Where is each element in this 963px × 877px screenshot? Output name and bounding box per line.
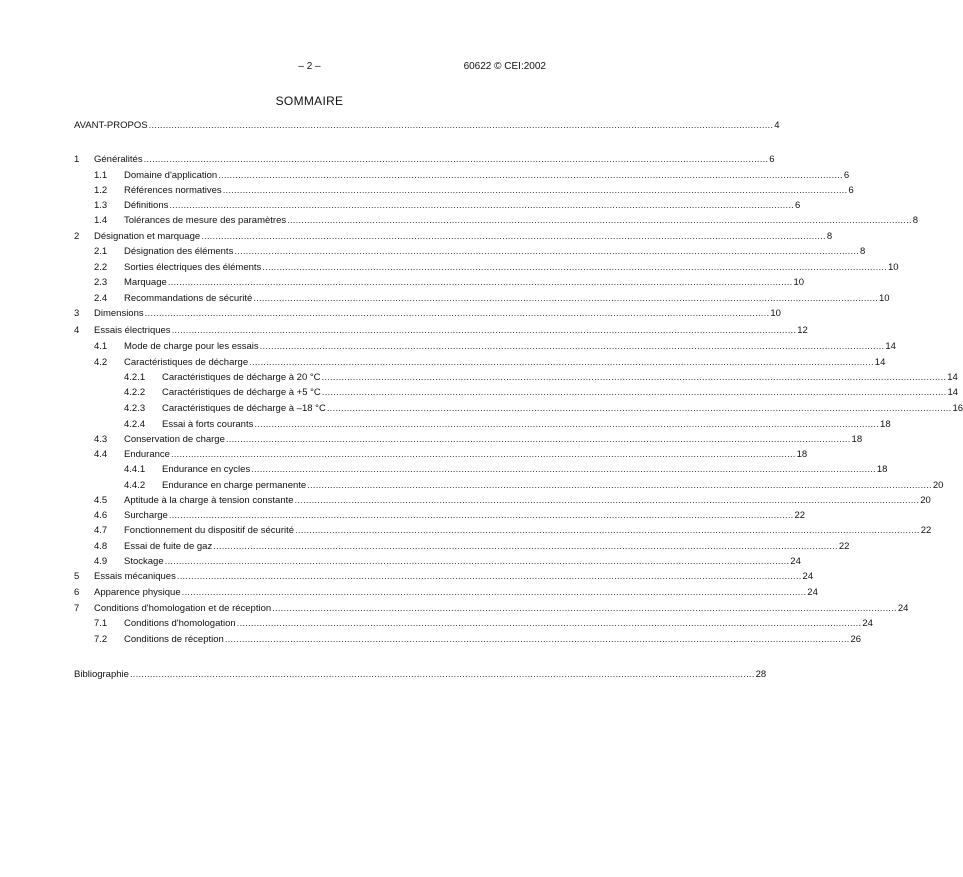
dot-leader: ............................................................................................................................................................................................................................ [129, 669, 755, 680]
toc-entry-number: 4.1 [94, 341, 108, 352]
toc-entry-number: 7.1 [94, 618, 108, 629]
toc-entry-page: 6 [795, 200, 801, 211]
toc-entry-page: 10 [793, 277, 805, 288]
dot-leader: ............................................................................................................................................................................................................................ [213, 541, 838, 552]
toc-entry-title: Domaine d'application [124, 170, 218, 181]
toc-entry-title: Sorties électriques des éléments [124, 262, 262, 273]
toc-entry-page: 10 [879, 293, 890, 304]
toc-entry-title: Essai de fuite de gaz [124, 541, 213, 552]
dot-leader: ............................................................................................................................................................................................................................ [259, 341, 885, 352]
toc-entry[interactable] [74, 602, 909, 615]
toc-entry-number: 4.2.3 [124, 403, 146, 414]
toc-entry-page: 14 [874, 357, 886, 368]
dot-leader: ............................................................................................................................................................................................................................ [201, 231, 826, 242]
toc-entry-title: Caractéristiques de décharge à 20 °C [162, 372, 321, 383]
toc-entry-number: 6 [74, 587, 80, 598]
toc-entry-number: 2.3 [94, 277, 108, 288]
toc-entry[interactable] [74, 479, 944, 492]
toc-entry[interactable] [74, 324, 808, 337]
toc-entry[interactable] [74, 356, 886, 369]
toc-entry-number: 4.2.4 [124, 419, 146, 430]
toc-entry-page: 10 [770, 308, 781, 319]
toc-entry[interactable] [74, 524, 932, 537]
toc-entry-number: 4.2 [94, 357, 108, 368]
page-number: – 2 – [298, 61, 321, 72]
toc-entry-number: 1.3 [94, 200, 108, 211]
toc-entry[interactable] [74, 276, 805, 289]
toc-entry-title: Essais électriques [94, 325, 171, 336]
toc-entry-title: Caractéristiques de décharge [124, 357, 249, 368]
toc-entry-title: Caractéristiques de décharge à +5 °C [162, 387, 321, 398]
dot-leader: ............................................................................................................................................................................................................................ [262, 262, 887, 273]
toc-entry[interactable] [74, 555, 801, 568]
toc-entry[interactable] [74, 570, 814, 583]
toc-entry[interactable] [74, 433, 863, 446]
toc-entry[interactable] [74, 119, 780, 132]
dot-leader: ............................................................................................................................................................................................................................ [287, 215, 912, 226]
dot-leader: ............................................................................................................................................................................................................................ [253, 293, 878, 304]
toc-entry[interactable] [74, 386, 959, 399]
toc-entry-number: 1.2 [94, 185, 108, 196]
dot-leader: ............................................................................................................................................................................................................................ [236, 618, 862, 629]
toc-entry-number: 4.4.2 [124, 480, 146, 491]
dot-leader: ............................................................................................................................................................................................................................ [171, 325, 797, 336]
toc-entry-title: Stockage [124, 556, 164, 567]
toc-entry[interactable] [74, 633, 862, 646]
toc-entry[interactable] [74, 586, 818, 599]
dot-leader: ............................................................................................................................................................................................................................ [224, 634, 850, 645]
toc-entry-page: 6 [848, 185, 854, 196]
dot-leader: ............................................................................................................................................................................................................................ [251, 464, 876, 475]
toc-entry[interactable] [74, 494, 931, 507]
toc-entry-page: 24 [807, 587, 818, 598]
toc-entry[interactable] [74, 214, 919, 227]
toc-entry-number: 4.7 [94, 525, 108, 536]
dot-leader: ............................................................................................................................................................................................................................ [295, 525, 920, 536]
toc-entry[interactable] [74, 340, 896, 353]
toc-entry[interactable] [74, 261, 899, 274]
toc-entry-title: Endurance [124, 449, 170, 460]
toc-entry-title: Essais mécaniques [94, 571, 176, 582]
toc-entry-title: Caractéristiques de décharge à –18 °C [162, 403, 326, 414]
toc-entry-number: 2.2 [94, 262, 108, 273]
toc-entry-page: 24 [802, 571, 814, 582]
dot-leader: ............................................................................................................................................................................................................................ [222, 185, 848, 196]
toc-entry-page: 14 [947, 387, 959, 398]
toc-entry[interactable] [74, 402, 963, 415]
dot-leader: ............................................................................................................................................................................................................................ [254, 419, 880, 430]
dot-leader: ............................................................................................................................................................................................................................ [164, 556, 790, 567]
dot-leader: ............................................................................................................................................................................................................................ [167, 277, 793, 288]
toc-entry-title: Marquage [124, 277, 167, 288]
toc-entry-number: 4.8 [94, 541, 108, 552]
toc-entry[interactable] [74, 668, 767, 681]
dot-leader: ............................................................................................................................................................................................................................ [176, 571, 802, 582]
toc-entry[interactable] [74, 245, 866, 258]
toc-entry-number: 4.4 [94, 449, 108, 460]
toc-entry[interactable] [74, 418, 891, 431]
toc-entry[interactable] [74, 292, 890, 305]
dot-leader: ............................................................................................................................................................................................................................ [181, 587, 807, 598]
toc-entry-title: Conditions d'homologation et de réception [94, 603, 272, 614]
toc-entry-title: Bibliographie [74, 669, 129, 680]
toc-entry-page: 6 [769, 154, 775, 165]
toc-entry-page: 20 [920, 495, 931, 506]
toc-entry-page: 22 [838, 541, 850, 552]
toc-entry-title: Conservation de charge [124, 434, 225, 445]
toc-entry-number: 4.2.2 [124, 387, 146, 398]
toc-entry[interactable] [74, 307, 781, 320]
dot-leader: ............................................................................................................................................................................................................................ [249, 357, 874, 368]
toc-entry-title: Conditions d'homologation [124, 618, 236, 629]
toc-entry-number: 7 [74, 603, 80, 614]
toc-entry-title: Essai à forts courants [162, 419, 254, 430]
toc-entry-title: Généralités [94, 154, 143, 165]
toc-entry-title: Fonctionnement du dispositif de sécurité [124, 525, 295, 536]
dot-leader: ............................................................................................................................................................................................................................ [321, 372, 947, 383]
toc-entry-page: 18 [880, 419, 891, 430]
toc-entry-number: 7.2 [94, 634, 108, 645]
toc-entry-title: Endurance en charge permanente [162, 480, 307, 491]
toc-entry-number: 4.3 [94, 434, 108, 445]
dot-leader: ............................................................................................................................................................................................................................ [169, 200, 795, 211]
toc-entry-title: Recommandations de sécurité [124, 293, 253, 304]
dot-leader: ............................................................................................................................................................................................................................ [321, 387, 947, 398]
dot-leader: ............................................................................................................................................................................................................................ [148, 120, 774, 131]
toc-entry[interactable] [74, 509, 806, 522]
toc-entry[interactable] [74, 540, 850, 553]
toc-entry-number: 2.1 [94, 246, 108, 257]
toc-entry-number: 4.5 [94, 495, 108, 506]
toc-entry-number: 4.9 [94, 556, 108, 567]
toc-entry-page: 20 [932, 480, 944, 491]
toc-entry-title: Aptitude à la charge à tension constante [124, 495, 294, 506]
toc-entry-page: 14 [947, 372, 958, 383]
toc-entry[interactable] [74, 153, 775, 166]
toc-entry-page: 22 [920, 525, 932, 536]
toc-entry-page: 24 [790, 556, 801, 567]
toc-entry-number: 4.6 [94, 510, 108, 521]
toc-entry-number: 1.4 [94, 215, 108, 226]
toc-entry-number: 3 [74, 308, 80, 319]
toc-entry-title: Désignation des éléments [124, 246, 234, 257]
toc-entry-title: Dimensions [94, 308, 144, 319]
toc-entry-page: 6 [843, 170, 850, 181]
toc-entry[interactable] [74, 184, 854, 197]
toc-entry[interactable] [74, 371, 958, 384]
dot-leader: ............................................................................................................................................................................................................................ [144, 308, 770, 319]
toc-entry-number: 1 [74, 154, 80, 165]
toc-entry-page: 28 [755, 669, 767, 680]
toc-title: SOMMAIRE [275, 94, 344, 108]
toc-entry-title: AVANT-PROPOS [74, 120, 148, 131]
toc-entry-page: 24 [862, 618, 873, 629]
toc-entry-number: 2 [74, 231, 80, 242]
toc-entry-title: Conditions de réception [124, 634, 224, 645]
dot-leader: ............................................................................................................................................................................................................................ [225, 434, 851, 445]
toc-entry[interactable] [74, 448, 808, 461]
toc-entry-number: 4.4.1 [124, 464, 146, 475]
toc-entry[interactable] [74, 463, 888, 476]
dot-leader: ............................................................................................................................................................................................................................ [168, 510, 794, 521]
toc-entry-page: 18 [851, 434, 863, 445]
dot-leader: ............................................................................................................................................................................................................................ [218, 170, 843, 181]
toc-entry-page: 8 [826, 231, 833, 242]
toc-entry[interactable] [74, 617, 873, 630]
toc-entry[interactable] [74, 169, 850, 182]
toc-entry-title: Tolérances de mesure des paramètres [124, 215, 287, 226]
dot-leader: ............................................................................................................................................................................................................................ [326, 403, 952, 414]
toc-entry-number: 2.4 [94, 293, 108, 304]
toc-entry-title: Références normatives [124, 185, 222, 196]
toc-entry[interactable] [74, 230, 833, 243]
toc-entry-page: 14 [885, 341, 896, 352]
toc-entry-page: 22 [794, 510, 806, 521]
toc-entry-page: 24 [897, 603, 909, 614]
dot-leader: ............................................................................................................................................................................................................................ [294, 495, 920, 506]
dot-leader: ............................................................................................................................................................................................................................ [170, 449, 796, 460]
dot-leader: ............................................................................................................................................................................................................................ [272, 603, 897, 614]
toc-entry-page: 16 [952, 403, 963, 414]
toc-entry-title: Endurance en cycles [162, 464, 251, 475]
dot-leader: ............................................................................................................................................................................................................................ [234, 246, 859, 257]
toc-entry-page: 18 [876, 464, 888, 475]
toc-entry-title: Apparence physique [94, 587, 181, 598]
toc-entry-number: 4 [74, 325, 80, 336]
toc-entry-page: 4 [774, 120, 780, 131]
dot-leader: ............................................................................................................................................................................................................................ [143, 154, 769, 165]
document-reference: 60622 © CEI:2002 [463, 61, 546, 72]
toc-entry-title: Surcharge [124, 510, 168, 521]
toc-entry-number: 4.2.1 [124, 372, 146, 383]
toc-entry-number: 1.1 [94, 170, 108, 181]
toc-entry-page: 10 [887, 262, 899, 273]
toc-entry[interactable] [74, 199, 801, 212]
toc-entry-page: 18 [796, 449, 808, 460]
toc-entry-page: 26 [850, 634, 862, 645]
toc-entry-title: Désignation et marquage [94, 231, 201, 242]
toc-entry-title: Mode de charge pour les essais [124, 341, 259, 352]
toc-entry-number: 5 [74, 571, 80, 582]
toc-entry-page: 8 [912, 215, 919, 226]
dot-leader: ............................................................................................................................................................................................................................ [307, 480, 932, 491]
toc-entry-title: Définitions [124, 200, 169, 211]
toc-entry-page: 12 [797, 325, 808, 336]
toc-entry-page: 8 [860, 246, 866, 257]
